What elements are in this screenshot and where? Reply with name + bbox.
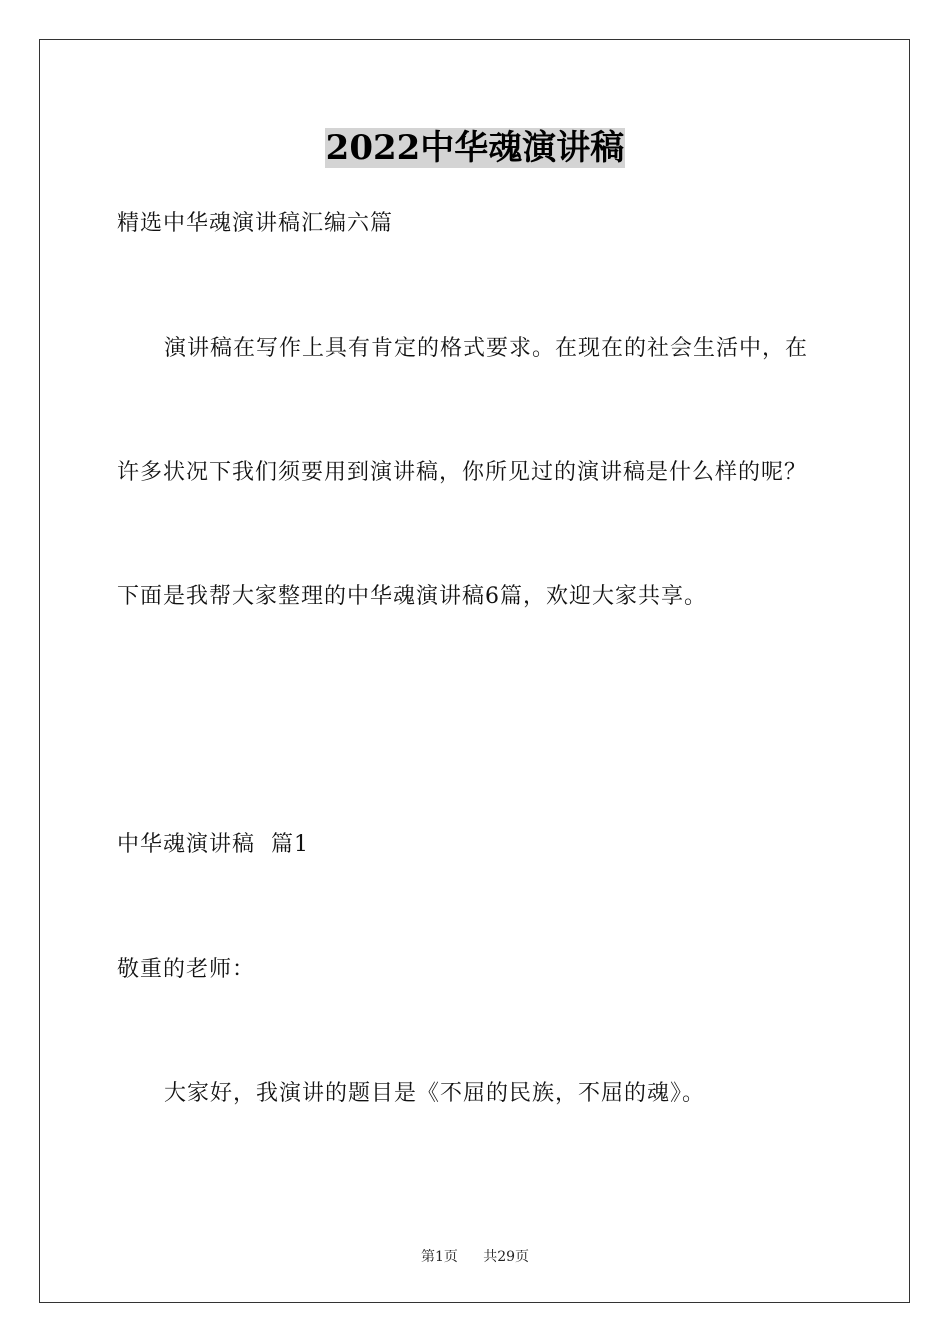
salutation: 敬重的老师：: [117, 957, 256, 982]
intro-line-1: 演讲稿在写作上具有肯定的格式要求。在现在的社会生活中，在: [164, 336, 809, 361]
page-number-footer: 第1页 共29页: [420, 1249, 530, 1265]
document-subtitle: 精选中华魂演讲稿汇编六篇: [117, 211, 394, 236]
document-title: [0, 122, 950, 174]
intro-line-2: 许多状况下我们须要用到演讲稿，你所见过的演讲稿是什么样的呢？: [117, 460, 808, 485]
document-title-text: 2022中华魂演讲稿: [325, 128, 625, 168]
body-paragraph-line: 大家好，我演讲的题目是《不屈的民族，不屈的魂》。: [164, 1081, 706, 1106]
intro-line-3: 下面是我帮大家整理的中华魂演讲稿6篇，欢迎大家共享。: [117, 584, 707, 609]
section-heading: 中华魂演讲稿 篇1: [117, 832, 309, 857]
